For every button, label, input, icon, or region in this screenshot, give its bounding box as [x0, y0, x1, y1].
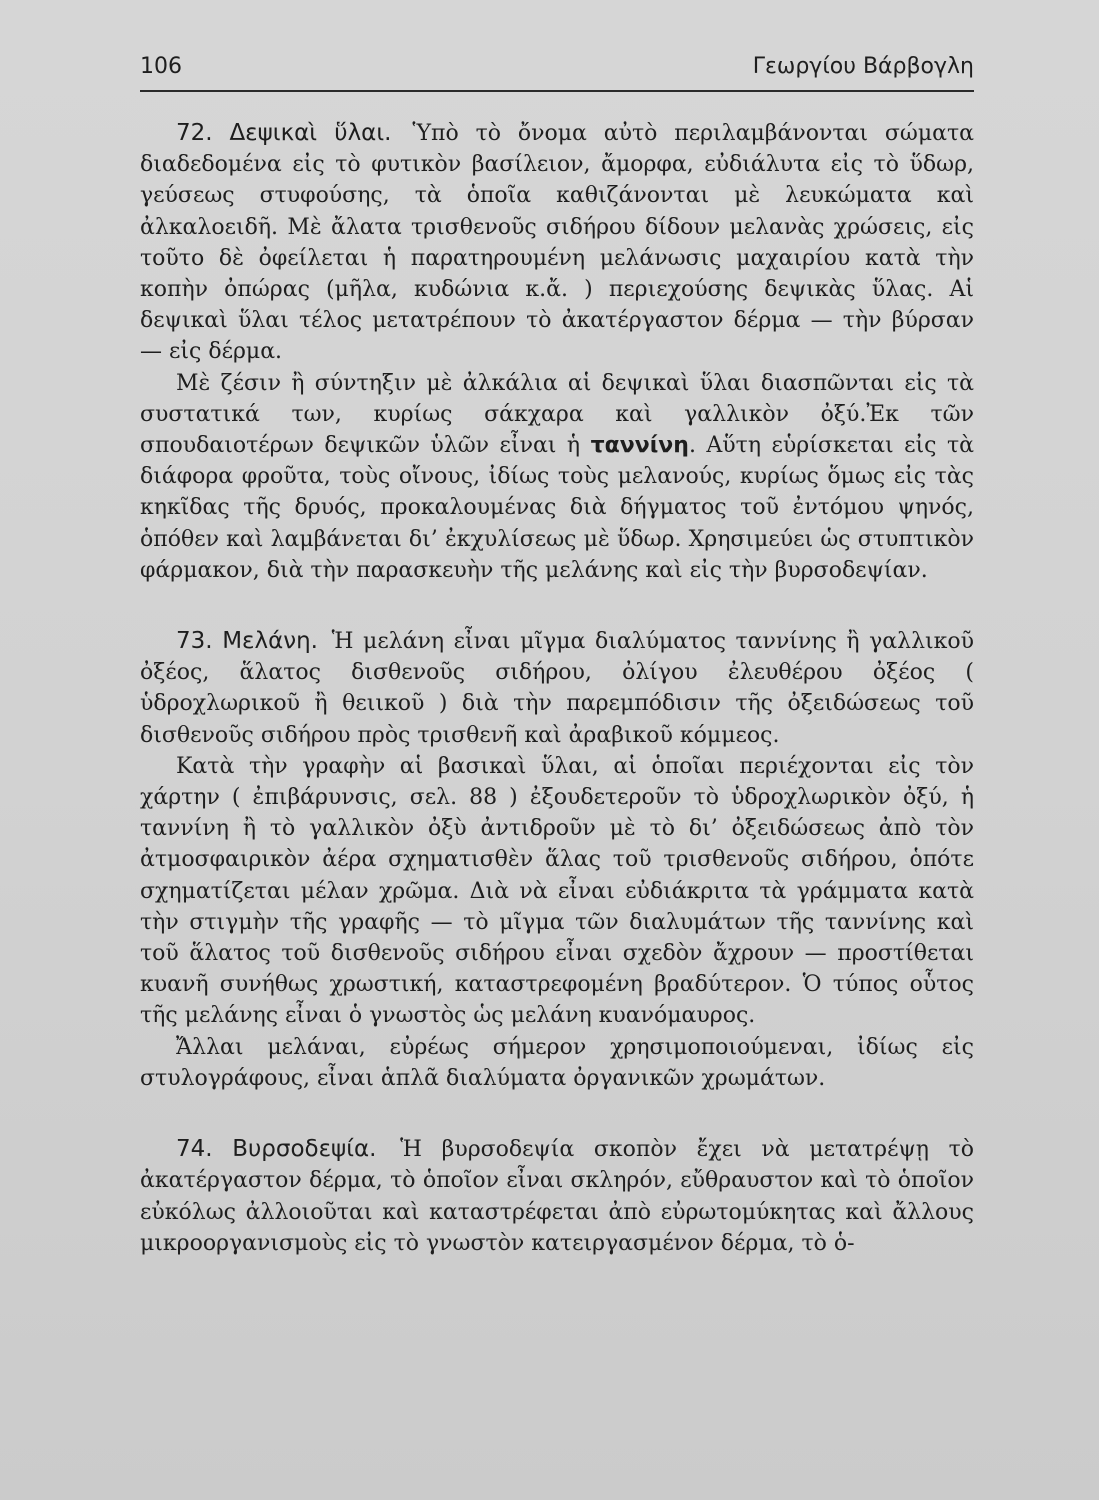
paragraph-text: Ἡ βυρσοδεψία σκοπὸν ἔχει νὰ μετατρέψῃ τὸ ἀκατέργαστον δέρμα, τὸ ὁποῖον εἶναι σκληρόν, εὔθραυστον καὶ τὸ ὁποῖον εὐκόλως ἀλλοιοῦται καὶ καταστρέφεται ἀπὸ εὐρωτομύκητας καὶ ἄλλους μικροοργανισμοὺς εἰς τὸ γνωστὸν κατειργασμένον δέρμα, τὸ ὁ-: [140, 1137, 974, 1256]
section-73-paragraph-2: Κατὰ τὴν γραφὴν αἱ βασικαὶ ὕλαι, αἱ ὁποῖαι περιέχονται εἰς τὸν χάρτην ( ἐπιβάρυνσις, σελ. 88 ) ἐξουδετεροῦν τὸ ὑδροχλωρικὸν ὀξύ, ἡ ταννίνη ἢ τὸ γαλλικὸν ὀξὺ ἀντιδροῦν μὲ τὸ δι’ ὀξειδώσεως ἀπὸ τὸν ἀτμοσφαιρικὸν ἀέρα σχηματισθὲν ἅλας τοῦ τρισθενοῦς σιδήρου, ὁπότε σχηματίζεται μέλαν χρῶμα. Διὰ νὰ εἶναι εὐδιάκριτα τὰ γράμματα κατὰ τὴν στιγμὴν τῆς γραφῆς — τὸ μῖγμα τῶν διαλυμάτων τῆς ταννίνης καὶ τοῦ ἅλατος τοῦ δισθενοῦς σιδήρου εἶναι σχεδὸν ἄχρουν — προστίθεται κυανῆ συνήθως χρωστική, καταστρεφομένη βραδύτερον. Ὁ τύπος οὗτος τῆς μελάνης εἶναι ὁ γνωστὸς ὡς μελάνη κυανόμαυρος.: [140, 753, 974, 1029]
section-73-paragraph-3: Ἄλλαι μελάναι, εὐρέως σήμερον χρησιμοποιούμεναι, ἰδίως εἰς στυλογράφους, εἶναι ἁπλᾶ διαλύματα ὀργανικῶν χρωμάτων.: [140, 1034, 974, 1091]
section-title: Βυρσοδεψία.: [232, 1136, 377, 1163]
section-74-paragraph-1: [140, 1134, 974, 1259]
section-73: [140, 626, 974, 1094]
page-body: [140, 118, 974, 1259]
section-title: Μελάνη.: [222, 628, 318, 655]
section-72-paragraph-2: [140, 368, 974, 586]
section-number: 74.: [176, 1136, 213, 1163]
section-number: 73.: [176, 628, 213, 655]
section-title: Δεψικαὶ ὕλαι.: [229, 120, 392, 146]
section-74: [140, 1134, 974, 1259]
paragraph-text: . Αὕτη εὑρίσκεται εἰς τὰ διάφορα φροῦτα, τοὺς οἴνους, ἰδίως τοὺς μελανούς, κυρίως ὅμως εἰς τὰς κηκῖδας τῆς δρυός, προκαλουμένας διὰ δήγματος τοῦ ἐντόμου ψηνός, ὁπόθεν καὶ λαμβάνεται δι’ ἐκχυλίσεως μὲ ὕδωρ. Χρησιμεύει ὡς στυπτικὸν φάρμακον, διὰ τὴν παρασκευὴν τῆς μελάνης καὶ εἰς τὴν βυρσοδεψίαν.: [140, 433, 974, 583]
running-head: Γεωργίου Βάρβογλη: [752, 54, 974, 79]
paragraph-text: Ἡ μελάνη εἶναι μῖγμα διαλύματος ταννίνης ἢ γαλλικοῦ ὀξέος, ἅλατος δισθενοῦς σιδήρου, ὀλίγου ἐλευθέρου ὀξέος ( ὑδροχλωρικοῦ ἢ θειικοῦ ) διὰ τὴν παρεμπόδισιν τῆς ὀξειδώσεως τοῦ δισθενοῦς σιδήρου πρὸς τρισθενῆ καὶ ἀραβικοῦ κόμμεος.: [140, 629, 975, 748]
paragraph-text: Μὲ ζέσιν ἢ σύντηξιν μὲ ἀλκάλια αἱ δεψικαὶ ὕλαι διασπῶνται εἰς τὰ συστατικά των, κυρίως σάκχαρα καὶ γαλλικὸν ὀξύ.Ἐκ τῶν σπουδαιοτέρων δεψικῶν ὑλῶν εἶναι ἡ: [140, 370, 974, 459]
section-73-paragraph-1: [140, 626, 974, 751]
paragraph-text: Ὑπὸ τὸ ὄνομα αὐτὸ περιλαμβάνονται σώματα διαδεδομένα εἰς τὸ φυτικὸν βασίλειον, ἄμορφα, εὐδιάλυτα εἰς τὸ ὕδωρ, γεύσεως στυφούσης, τὰ ὁποῖα καθιζάνονται μὲ λευκώματα καὶ ἀλκαλοειδῆ. Μὲ ἄλατα τρισθενοῦς σιδήρου δίδουν μελανὰς χρώσεις, εἰς τοῦτο δὲ ὀφείλεται ἡ παρατηρουμένη μελάνωσις μαχαιρίου κατὰ τὴν κοπὴν ὀπώρας (μῆλα, κυδώνια κ.ἄ. ) περιεχούσης δεψικὰς ὕλας. Αἱ δεψικαὶ ὕλαι τέλος μετατρέπουν τὸ ἀκατέργαστον δέρμα — τὴν βύρσαν — εἰς δέρμα.: [140, 121, 975, 365]
page-number: 106: [140, 54, 182, 79]
section-72: [140, 118, 974, 586]
section-number: 72.: [176, 120, 213, 146]
emphasized-term: ταννίνη: [590, 433, 689, 459]
section-72-paragraph-1: [140, 118, 974, 368]
page-header: [140, 50, 974, 92]
